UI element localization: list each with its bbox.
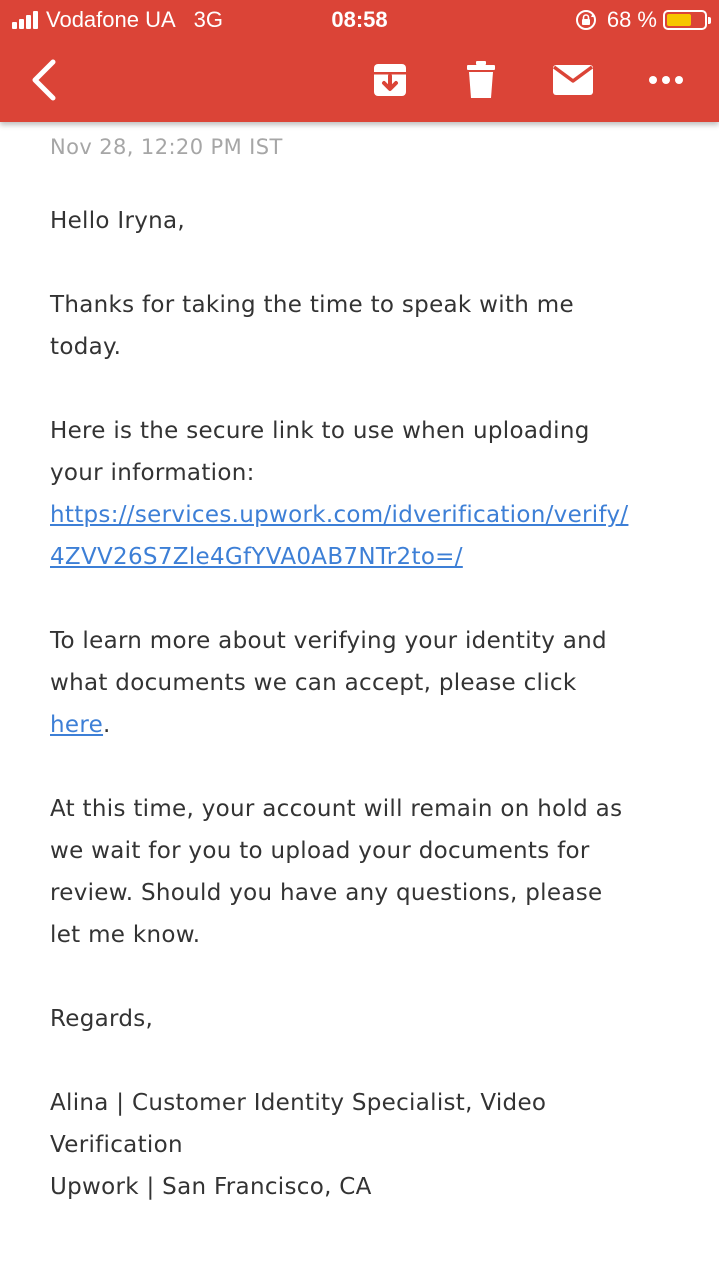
here-link[interactable]: here	[50, 712, 104, 738]
carrier-name: Vodafone UA	[46, 7, 176, 32]
more-options-button[interactable]	[646, 66, 686, 94]
text-line: today.	[50, 334, 122, 360]
battery-icon	[663, 10, 707, 30]
text-line: To learn more about verifying your identity and	[50, 628, 607, 654]
signature-line: Upwork | San Francisco, CA	[50, 1174, 372, 1200]
back-icon	[29, 58, 59, 102]
verification-link-continued[interactable]: 4ZVV26S7Zle4GfYVA0AB7NTr2to=/	[50, 544, 463, 570]
text-line: review. Should you have any questions, please	[50, 880, 603, 906]
status-bar	[0, 0, 719, 40]
text-line: At this time, your account will remain on hold as	[50, 796, 623, 822]
mail-icon	[552, 64, 594, 96]
text-line: your information:	[50, 460, 255, 486]
archive-button[interactable]	[370, 60, 410, 100]
battery-fill	[667, 14, 691, 26]
email-toolbar	[0, 40, 719, 122]
text-line	[50, 704, 650, 746]
email-body	[50, 122, 650, 1250]
verification-link[interactable]: https://services.upwork.com/idverification/verify/	[50, 502, 629, 528]
signature-line: Verification	[50, 1132, 183, 1158]
paragraph-learn-more	[50, 620, 650, 746]
text-line: what documents we can accept, please click	[50, 670, 577, 696]
paragraph-secure-link	[50, 410, 650, 578]
status-right	[575, 7, 707, 33]
text-line: we wait for you to upload your documents for	[50, 838, 590, 864]
status-time: 08:58	[331, 7, 388, 32]
delete-button[interactable]	[462, 58, 500, 102]
trash-icon	[466, 60, 496, 100]
email-date: Nov 28, 12:20 PM IST	[50, 135, 283, 159]
text-line: Thanks for taking the time to speak with me	[50, 292, 574, 318]
app-header	[0, 0, 719, 122]
signature-line: Alina | Customer Identity Specialist, Video	[50, 1090, 547, 1116]
back-button[interactable]	[24, 58, 64, 102]
network-type: 3G	[193, 7, 224, 32]
battery-percentage: 68 %	[606, 7, 657, 32]
signature	[50, 1082, 650, 1208]
text-line: let me know.	[50, 922, 201, 948]
archive-icon	[372, 62, 408, 98]
paragraph-thanks	[50, 284, 650, 368]
orientation-lock-icon	[575, 9, 597, 31]
text-line: Here is the secure link to use when uploading	[50, 418, 590, 444]
more-icon	[648, 75, 684, 85]
period: .	[103, 712, 111, 738]
paragraph-account-hold	[50, 788, 650, 956]
sign-off: Regards,	[50, 1006, 154, 1032]
greeting: Hello Iryna,	[50, 208, 186, 234]
mark-unread-button[interactable]	[550, 62, 596, 98]
